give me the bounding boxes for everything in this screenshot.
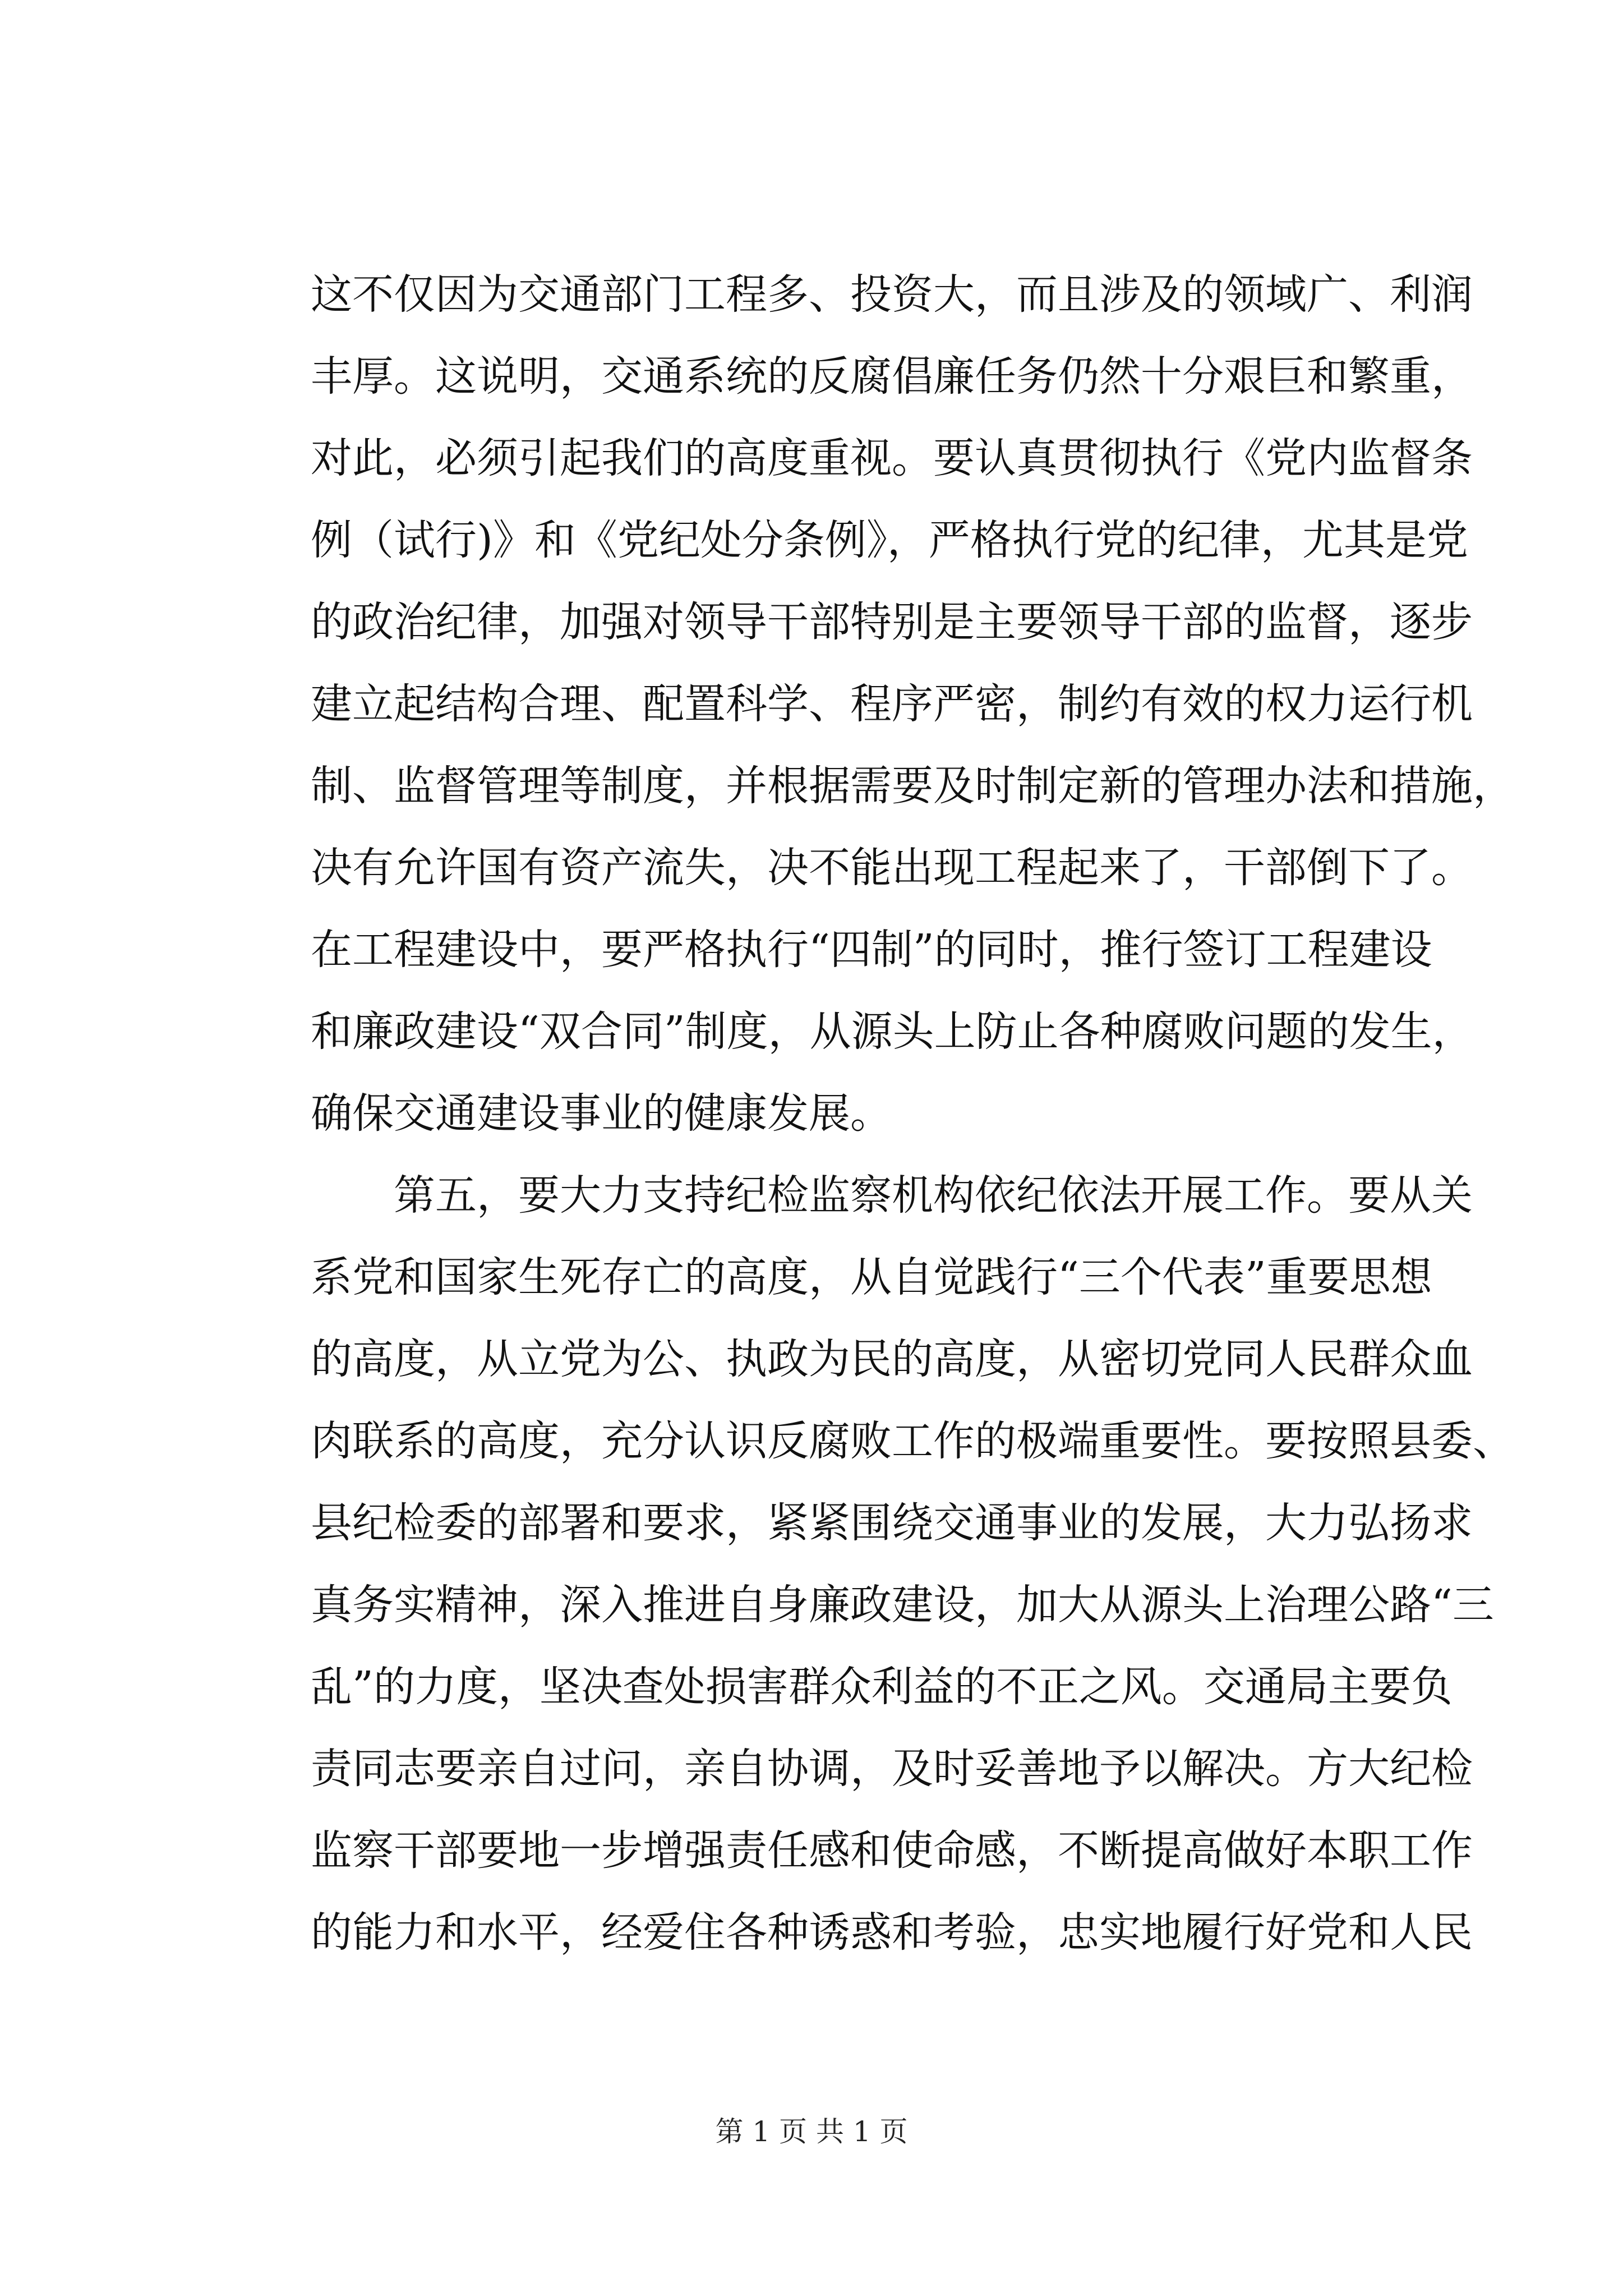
text-line: 第五，要大力支持纪检监察机构依纪依法开展工作。要从关: [311, 1171, 1473, 1220]
text-line: 决有允许国有资产流失，决不能出现工程起来了，干部倒下了。: [311, 844, 1473, 892]
text-line: 这不仅因为交通部门工程多、投资大，而且涉及的领域广、利润: [311, 270, 1473, 319]
text-line: 的政治纪律，加强对领导干部特别是主要领导干部的监督，逐步: [311, 598, 1473, 646]
text-line: 监察干部要地一步增强责任感和使命感，不断提高做好本职工作: [311, 1826, 1473, 1875]
text-line: 在工程建设中，要严格执行“四制”的同时，推行签订工程建设: [311, 926, 1432, 974]
text-line: 责同志要亲自过问，亲自协调，及时妥善地予以解决。方大纪检: [311, 1745, 1473, 1793]
text-line: 丰厚。这说明，交通系统的反腐倡廉任务仍然十分艰巨和繁重，: [311, 352, 1473, 401]
text-line: 例（试行)》和《党纪处分条例》，严格执行党的纪律，尤其是党: [311, 516, 1468, 564]
text-line: 对此，必须引起我们的高度重视。要认真贯彻执行《党内监督条: [311, 434, 1473, 482]
text-line: 确保交通建设事业的健康发展。: [311, 1089, 892, 1138]
text-line: 系党和国家生死存亡的高度，从自觉践行“三个代表”重要思想: [311, 1253, 1432, 1301]
text-line: 县纪检委的部署和要求，紧紧围绕交通事业的发展，大力弘扬求: [311, 1499, 1473, 1547]
text-line: 的能力和水平，经爱住各种诱惑和考验，忠实地履行好党和人民: [311, 1908, 1473, 1957]
page-footer: 第 1 页 共 1 页: [715, 2115, 908, 2148]
text-line: 制、监督管理等制度，并根据需要及时制定新的管理办法和措施，: [311, 762, 1514, 810]
text-line: 建立起结构合理、配置科学、程序严密，制约有效的权力运行机: [311, 680, 1473, 728]
text-line: 肉联系的高度，充分认识反腐败工作的极端重要性。要按照县委、: [311, 1417, 1514, 1465]
text-line: 的高度，从立党为公、执政为民的高度，从密切党同人民群众血: [311, 1335, 1473, 1383]
text-line: 乱”的力度，坚决查处损害群众利益的不正之风。交通局主要负: [311, 1663, 1453, 1711]
text-line: 和廉政建设“双合同”制度，从源头上防止各种腐败问题的发生，: [311, 1007, 1474, 1056]
text-line: 真务实精神，深入推进自身廉政建设，加大从源头上治理公路“三: [311, 1581, 1494, 1629]
